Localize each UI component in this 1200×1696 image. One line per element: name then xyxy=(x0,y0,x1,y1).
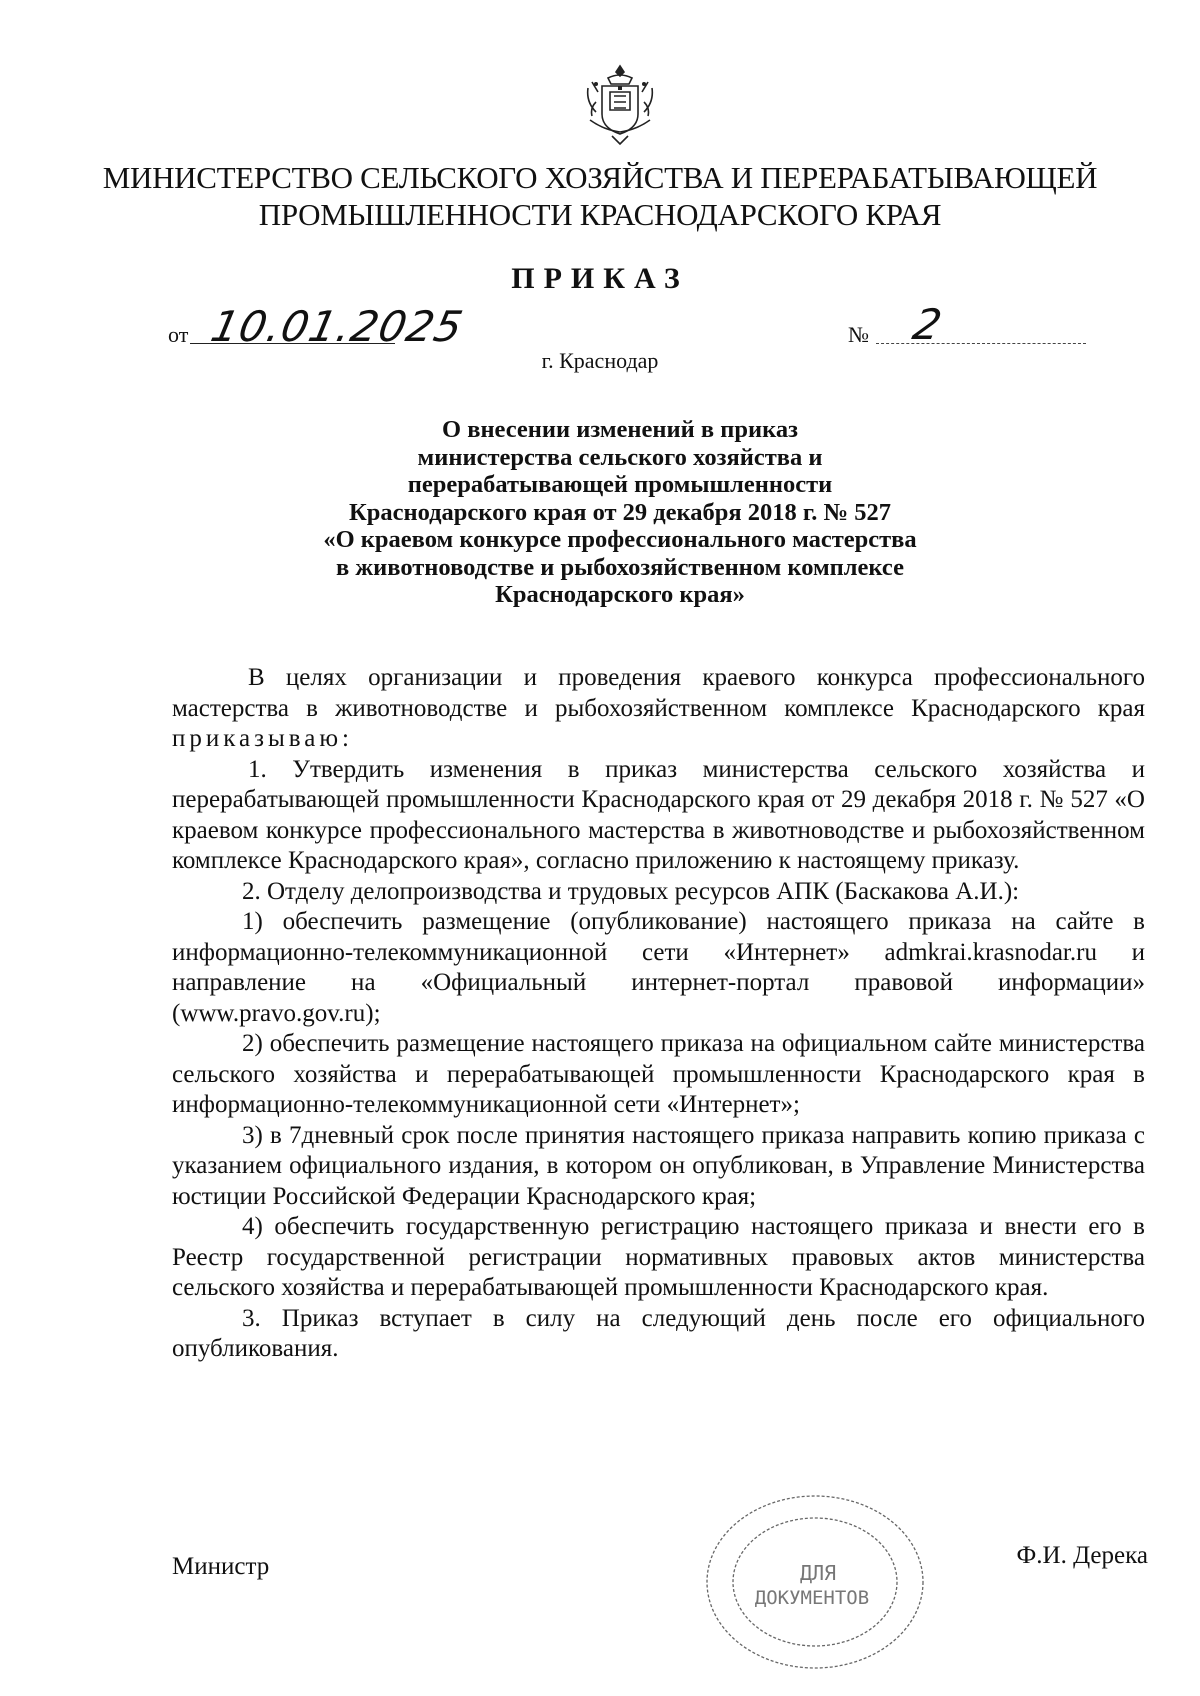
date-label: от xyxy=(168,322,189,347)
subparagraph-2-2: 2) обеспечить размещение настоящего приказа на официальном сайте министерства сельского хозяйства и перерабатывающей промышленности Краснодарского края в информационно-телекоммуникационной сети «Интернет»; xyxy=(172,1030,1145,1118)
subparagraph-2-3: 3) в 7дневный срок после принятия настоящего приказа направить копию приказа с указанием официального издания, в котором он опубликован, в Управление Министерства юстиции Российской Федерации Краснодарского края; xyxy=(172,1121,1145,1210)
organization-name-line1: МИНИСТЕРСТВО СЕЛЬСКОГО ХОЗЯЙСТВА И ПЕРЕРАБАТЫВАЮЩЕЙ xyxy=(102,160,1098,195)
title-line: Краснодарского края от 29 декабря 2018 г. № 527 xyxy=(348,498,892,526)
document-type: ПРИКАЗ xyxy=(511,262,689,295)
organization-name-line2: ПРОМЫШЛЕННОСТИ КРАСНОДАРСКОГО КРАЯ xyxy=(258,197,942,232)
title-line: О внесении изменений в приказ xyxy=(442,416,798,443)
intro-paragraph xyxy=(172,663,1145,755)
signer-position: Министр xyxy=(172,1553,270,1580)
handwritten-number: 2 xyxy=(908,300,946,349)
intro-verb: приказываю: xyxy=(172,725,353,752)
city: г. Краснодар xyxy=(541,348,659,373)
title-line: «О краевом конкурсе профессионального мастерства xyxy=(323,526,917,553)
paragraph-3: 3. Приказ вступает в силу на следующий день после его официального опубликования. xyxy=(172,1304,1145,1362)
stamp-seal-icon xyxy=(700,1490,930,1675)
number-label: № xyxy=(848,322,869,347)
number-underline xyxy=(876,343,1086,344)
title-line: в животноводстве и рыбохозяйственном комплексе xyxy=(336,553,904,581)
signer-name: Ф.И. Дерека xyxy=(1016,1542,1148,1569)
coat-of-arms-icon xyxy=(582,62,658,148)
subparagraph-2-1: 1) обеспечить размещение (опубликование) настоящего приказа на сайте в информационно-телекоммуникационной сети «Интернет» admkrai.krasnodar.ru и направление на «Официальный интернет-портал правовой информации» (www.pravo.gov.ru); xyxy=(172,908,1145,1027)
handwritten-date: 10.01.2025 xyxy=(206,302,468,351)
title-line: министерства сельского хозяйства и xyxy=(417,443,823,471)
title-line: перерабатывающей промышленности xyxy=(407,471,833,498)
stamp-line2: ДОКУМЕНТОВ xyxy=(754,1587,870,1609)
order-title xyxy=(240,416,1000,609)
paragraph-2: 2. Отделу делопроизводства и трудовых ресурсов АПК (Баскакова А.И.): xyxy=(242,877,1020,905)
subparagraph-2-4: 4) обеспечить государственную регистрацию настоящего приказа и внести его в Реестр государственной регистрации нормативных правовых актов министерства сельского хозяйства и перерабатывающей промышленности Краснодарского края. xyxy=(172,1213,1145,1301)
stamp-line1: ДЛЯ xyxy=(799,1561,837,1585)
order-body xyxy=(172,663,1145,1365)
intro-text: В целях организации и проведения краевого конкурса профессионального мастерства в животноводстве и рыбохозяйственном комплексе Краснодарского края xyxy=(172,664,1145,722)
title-line: Краснодарского края» xyxy=(495,581,745,608)
paragraph-1: 1. Утвердить изменения в приказ министерства сельского хозяйства и перерабатывающей промышленности Краснодарского края от 29 декабря 2018 г. № 527 «О краевом конкурсе профессионального мастерства в животноводстве и рыбохозяйственном комплексе Краснодарского края», согласно приложению к настоящему приказу. xyxy=(172,755,1145,874)
